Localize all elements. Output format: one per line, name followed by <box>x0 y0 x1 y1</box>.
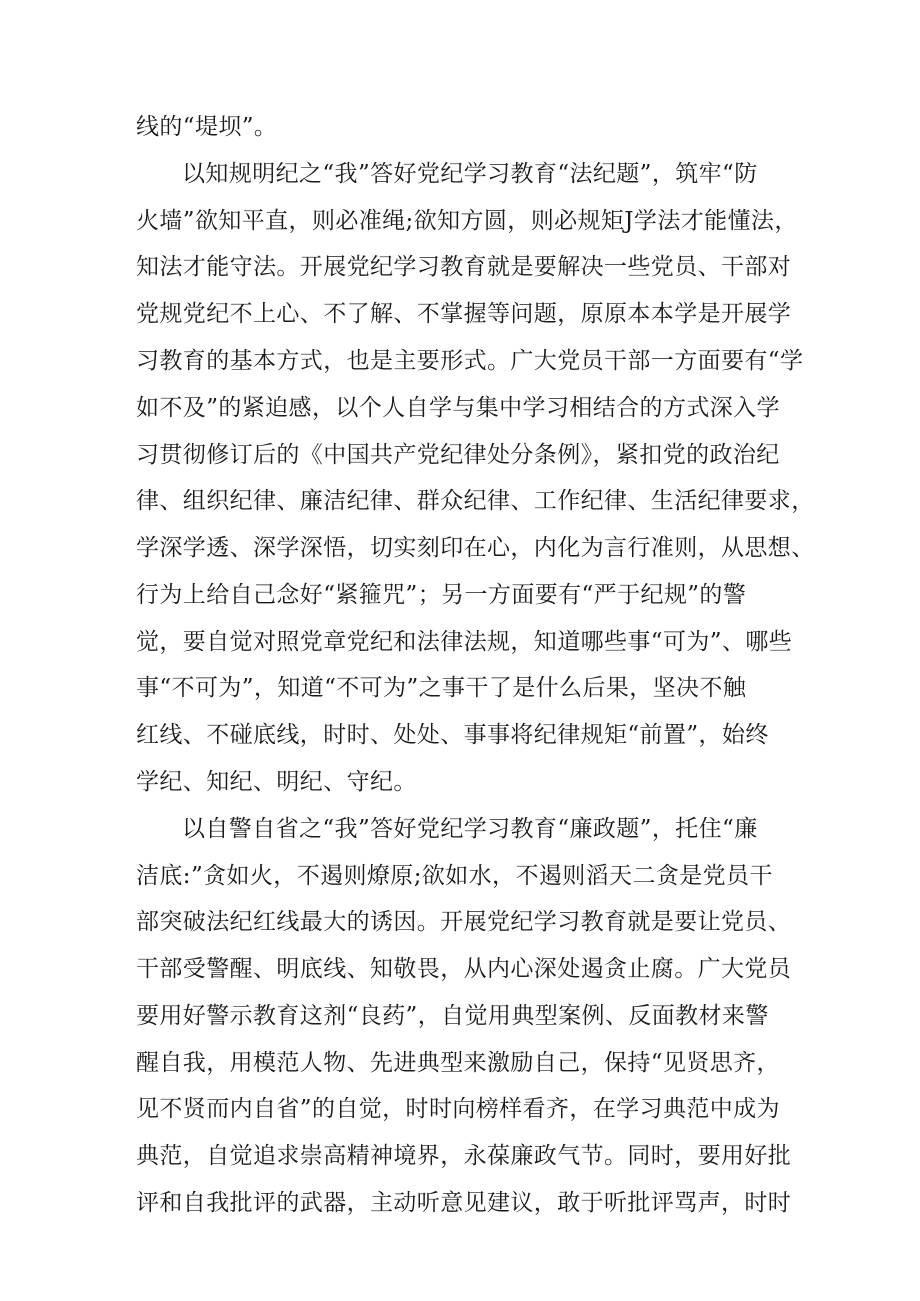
text-line: 如不及”的紧迫感，以个人自学与集中学习相结合的方式深入学 <box>136 395 780 421</box>
text-line: 习教育的基本方式，也是主要形式。广大党员干部一方面要有“学 <box>136 348 804 374</box>
text-line: 部突破法纪红线最大的诱因。开展党纪学习教育就是要让党员、 <box>136 909 792 935</box>
text-line: 党规党纪不上心、不了解、不掌握等问题，原原本本学是开展学 <box>136 301 792 327</box>
text-line: 要用好警示教育这剂“良药”，自觉用典型案例、反面教材来警 <box>136 1003 769 1029</box>
text-line: 学纪、知纪、明纪、守纪。 <box>136 769 417 795</box>
text-line: 洁底:”贪如火，不遏则燎原;欲如水，不遏则滔天二贪是党员干 <box>136 863 773 889</box>
text-line: 习贯彻修订后的《中国共产党纪律处分条例》，紧扣党的政治纪 <box>136 442 780 468</box>
text-line: 评和自我批评的武器，主动听意见建议，敢于听批评骂声，时时 <box>136 1190 792 1216</box>
text-line: 觉，要自觉对照党章党纪和法律法规，知道哪些事“可为”、哪些 <box>136 629 793 655</box>
text-line: 事“不可为”，知道“不可为”之事干了是什么后果，坚决不触 <box>136 675 747 701</box>
text-line: 律、组织纪律、廉洁纪律、群众纪律、工作纪律、生活纪律要求， <box>136 488 815 514</box>
text-line: 学深学透、深学深悟，切实刻印在心，内化为言行准则，从思想、 <box>136 535 815 561</box>
text-line: 火墙”欲知平直，则必准绳;欲知方圆，则必规矩J学法才能懂法， <box>136 208 798 234</box>
text-line: 干部受警醒、明底线、知敬畏，从内心深处遏贪止腐。广大党员 <box>136 956 792 982</box>
text-line: 知法才能守法。开展党纪学习教育就是要解决一些党员、干部对 <box>136 254 792 280</box>
text-line: 见不贤而内自省”的自觉，时时向榜样看齐，在学习典范中成为 <box>136 1096 780 1122</box>
text-line: 醒自我，用模范人物、先进典型来激励自己，保持“见贤思齐， <box>136 1050 780 1076</box>
text-line: 红线、不碰底线，时时、处处、事事将纪律规矩“前置”，始终 <box>136 722 769 748</box>
text-line: 行为上给自己念好“紧箍咒”；另一方面要有“严于纪规”的警 <box>136 582 747 608</box>
paragraph-start-line: 以知规明纪之“我”答好党纪学习教育“法纪题”，筑牢“防 <box>182 161 758 187</box>
paragraph-start-line: 以自警自省之“我”答好党纪学习教育“廉政题”，托住“廉 <box>182 816 758 842</box>
text-line: 典范，自觉追求崇高精神境界，永葆廉政气节。同时，要用好批 <box>136 1143 792 1169</box>
text-line: 线的“堤坝”。 <box>136 114 278 140</box>
